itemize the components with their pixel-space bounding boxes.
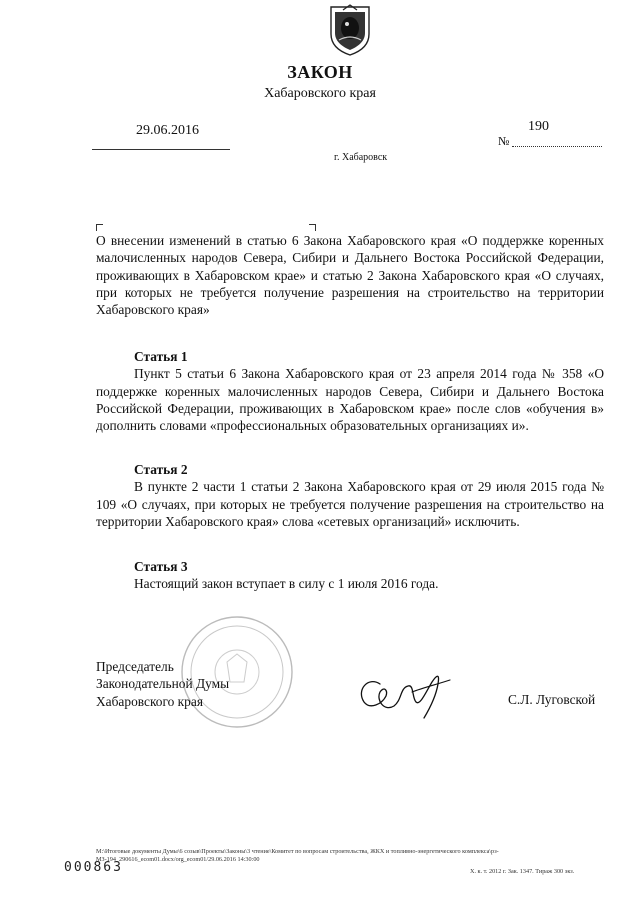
signatory-name: С.Л. Луговской bbox=[508, 692, 596, 707]
article-2 bbox=[96, 461, 604, 530]
print-info: Х. к. т. 2012 г. Зак. 1347. Тираж 300 экз. bbox=[470, 868, 575, 875]
article-text: В пункте 2 части 1 статьи 2 Закона Хабаровского края от 29 июля 2015 года № 109 «О случаях, при которых не требуется получение разрешения на строительство на территории Хабаровского края» слова «сетевых организаций» исключить. bbox=[96, 479, 604, 529]
title-bracket-left bbox=[96, 224, 103, 231]
title-bracket-right bbox=[309, 224, 316, 231]
document-title: ЗАКОН bbox=[287, 62, 353, 82]
document-place: г. Хабаровск bbox=[334, 152, 388, 163]
position-line: Законодательной Думы bbox=[96, 676, 230, 692]
date-underline bbox=[92, 149, 230, 150]
article-heading: Статья 2 bbox=[134, 462, 188, 477]
handwritten-signature bbox=[350, 662, 460, 722]
coat-of-arms-emblem bbox=[327, 4, 373, 56]
position-line: Хабаровского края bbox=[96, 693, 203, 709]
article-heading: Статья 1 bbox=[134, 349, 188, 364]
document-subtitle: Хабаровского края bbox=[264, 86, 376, 101]
article-heading: Статья 3 bbox=[134, 559, 188, 574]
file-path-footer: M:\Итоговые документы Думы\6 созыв\Проекты\Законы\3 чтение\Комитет по вопросам строительства, ЖКХ и топливно-энергетического комплекса\рз-МЗ-194_290616_ecom01.docx/org_ecom01/29.06.2016 14:30:00 bbox=[96, 848, 499, 863]
document-code: 000863 bbox=[64, 860, 123, 875]
article-text: Пункт 5 статьи 6 Закона Хабаровского края от 23 апреля 2014 года № 358 «О поддержке коренных малочисленных народов Севера, Сибири и Дальнего Востока Российской Федерации, проживающих в Хабаровском крае» после слов «обучения в» дополнить словами «профессиональных образовательных организациях и». bbox=[96, 366, 604, 434]
document-date: 29.06.2016 bbox=[136, 123, 199, 138]
position-line: Председатель bbox=[96, 659, 174, 674]
law-intro bbox=[96, 232, 604, 318]
article-text: Настоящий закон вступает в силу с 1 июля 2016 года. bbox=[134, 576, 439, 592]
number-underline bbox=[512, 146, 602, 147]
article-3 bbox=[96, 558, 604, 593]
number-sign: № bbox=[498, 134, 510, 148]
intro-text: О внесении изменений в статью 6 Закона Хабаровского края «О поддержке коренных малочисленных народов Севера, Сибири и Дальнего Востока Российской Федерации, проживающих в Хабаровском крае» и статью 2 Закона Хабаровского края «О случаях, при которых не требуется получение разрешения на строительство на территории Хабаровского края» bbox=[96, 233, 604, 318]
article-1 bbox=[96, 348, 604, 434]
signatory-position bbox=[96, 658, 229, 710]
document-number: 190 bbox=[528, 119, 549, 134]
